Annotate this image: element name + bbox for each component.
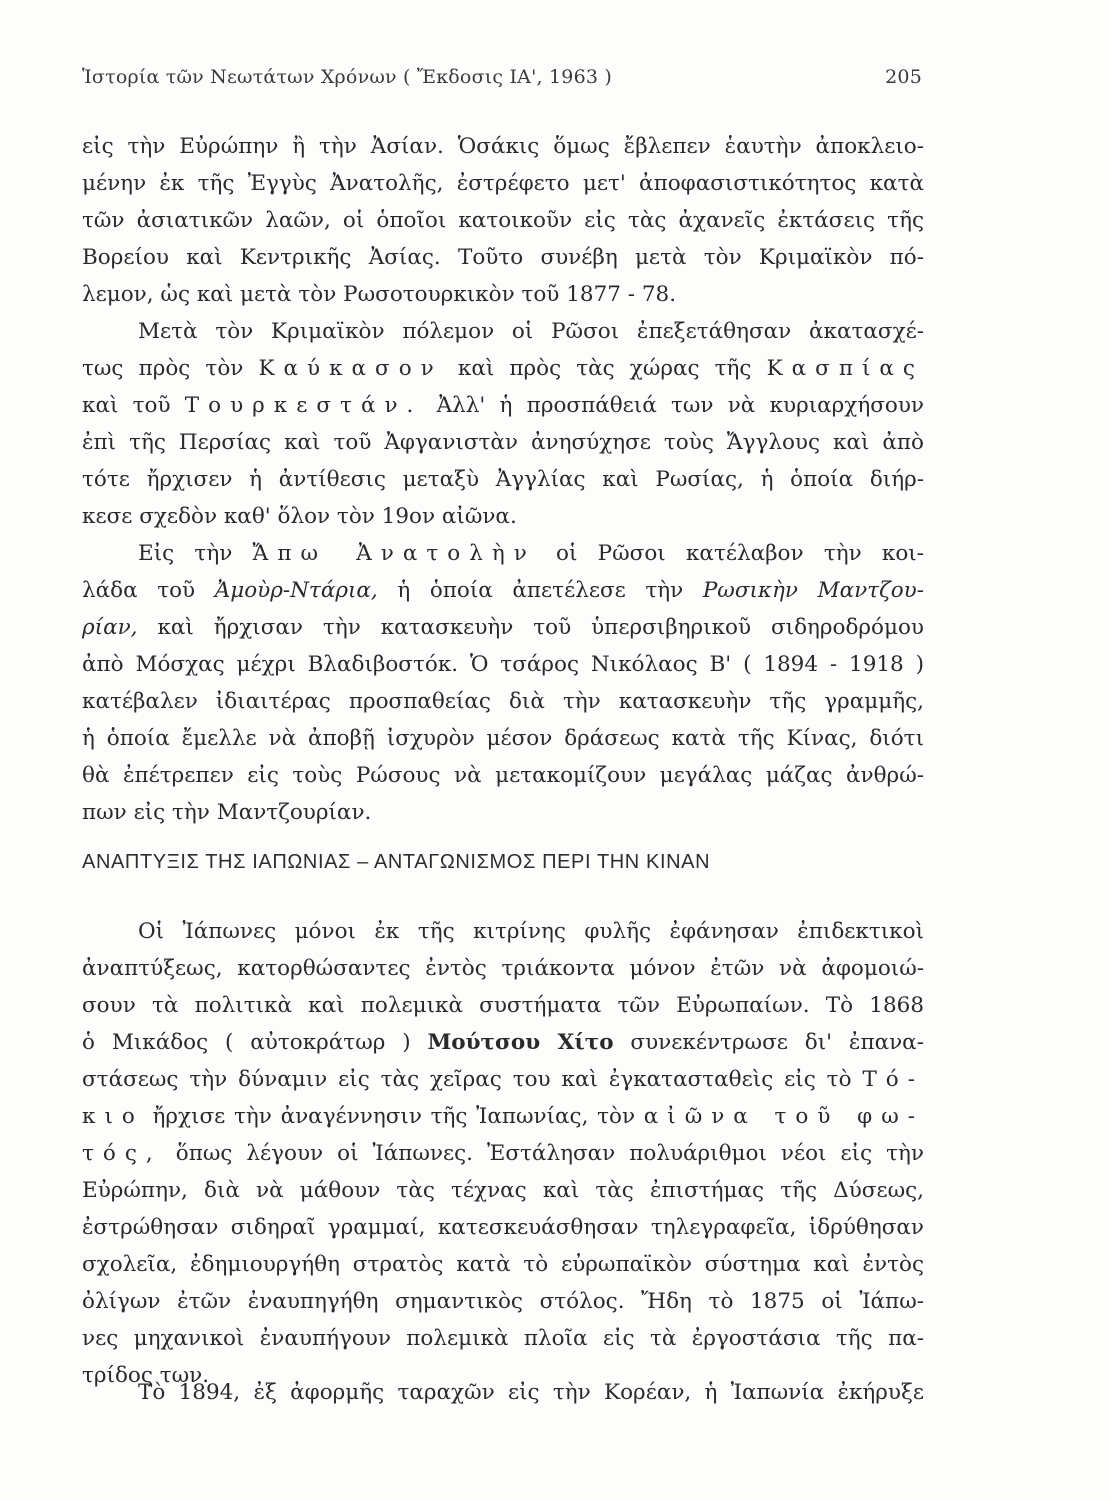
text-line: ἀπὸ Μόσχας μέχρι Βλαδιβοστόκ. Ὁ τσάρος Νικόλαος Β' ( 1894 - 1918 ) [82, 652, 924, 677]
text-line: θὰ ἐπέτρεπεν εἰς τοὺς Ρώσους νὰ μετακομίζουν μεγάλας μάζας ἀνθρώ- [82, 763, 924, 788]
text-line: ἐστρώθησαν σιδηραῖ γραμμαί, κατεσκευάσθησαν τηλεγραφεῖα, ἱδρύθησαν [82, 1215, 924, 1240]
paragraph-far-east [82, 535, 924, 831]
text-run: ὅπως λέγουν οἱ Ἰάπωνες. Ἐστάλησαν πολυάριθμοι νέοι εἰς τὴν [175, 1141, 924, 1166]
text-line: Οἱ Ἰάπωνες μόνοι ἐκ τῆς κιτρίνης φυλῆς ἐφάνησαν ἐπιδεκτικοὶ [138, 919, 924, 944]
text-line [82, 1061, 924, 1098]
text-line: ἡ ὁποία ἔμελλε νὰ ἀποβῇ ἰσχυρὸν μέσον δράσεως κατὰ τῆς Κίνας, διότι [82, 726, 924, 751]
spaced-term-caucasus: Καύκασον [258, 356, 443, 381]
text-line: σχολεῖα, ἐδημιουργήθη στρατὸς κατὰ τὸ εὐρωπαϊκὸν σύστημα καὶ ἐντὸς [82, 1252, 924, 1277]
paragraph-japan [82, 913, 924, 1394]
spaced-term-tokyo-end: κιο [82, 1104, 144, 1129]
text-run: καὶ τοῦ [82, 393, 171, 418]
text-line: σουν τὰ πολιτικὰ καὶ πολεμικὰ συστήματα τῶν Εὐρωπαίων. Τὸ 1868 [82, 993, 924, 1018]
text-run: τως πρὸς τὸν [82, 356, 244, 381]
paragraph-continuation [82, 128, 924, 313]
text-line [82, 1024, 924, 1061]
text-line [82, 350, 924, 387]
text-line: κεσε σχεδὸν καθ' ὅλον τὸν 19ον αἰῶνα. [82, 504, 517, 529]
paragraph-caucasus [82, 313, 924, 535]
text-line: ἐπὶ τῆς Περσίας καὶ τοῦ Ἀφγανιστὰν ἀνησύχησε τοὺς Ἄγγλους καὶ ἀπὸ [82, 430, 924, 455]
text-run: καὶ πρὸς τὰς χώρας τῆς [457, 356, 752, 381]
text-run: ἤρχισε τὴν ἀναγέννησιν τῆς Ἰαπωνίας, τὸν [152, 1104, 636, 1129]
spaced-term-far-east: Ἄπω Ἀνατολὴν [252, 541, 536, 566]
text-line: Μετὰ τὸν Κριμαϊκὸν πόλεμον οἱ Ρῶσοι ἐπεξετάθησαν ἀκατασχέ- [138, 319, 924, 344]
text-line [82, 572, 924, 609]
bold-name-mutsuhito: Μούτσου Χίτο [427, 1030, 614, 1055]
text-line: τότε ἤρχισεν ἡ ἀντίθεσις μεταξὺ Ἀγγλίας καὶ Ρωσίας, ἡ ὁποία διήρ- [82, 467, 924, 492]
text-line [82, 1135, 924, 1172]
text-line: Εὐρώπην, διὰ νὰ μάθουν τὰς τέχνας καὶ τὰς ἐπιστήμας τῆς Δύσεως, [82, 1178, 924, 1203]
text-line: τρίδος των. [82, 1363, 210, 1388]
paragraph-korea [82, 1374, 924, 1411]
spaced-term-tokyo: Τό- [862, 1067, 924, 1092]
spaced-term-turkestan: Τουρκεστάν. [184, 393, 423, 418]
text-line: κατέβαλεν ἰδιαιτέρας προσπαθείας διὰ τὴν κατασκευὴν τῆς γραμμῆς, [82, 689, 924, 714]
text-line: εἰς τὴν Εὐρώπην ἢ τὴν Ἀσίαν. Ὁσάκις ὅμως ἔβλεπεν ἑαυτὴν ἀποκλειο- [82, 134, 924, 159]
page-number: 205 [885, 66, 922, 88]
text-line [82, 387, 924, 424]
text-line: Βορείου καὶ Κεντρικῆς Ἀσίας. Τοῦτο συνέβη μετὰ τὸν Κριμαϊκὸν πό- [82, 245, 924, 270]
text-line: μένην ἐκ τῆς Ἐγγὺς Ἀνατολῆς, ἐστρέφετο μετ' ἀποφασιστικότητος κατὰ [82, 171, 924, 196]
text-line: πων εἰς τὴν Μαντζουρίαν. [82, 800, 372, 825]
spaced-term-light-end: τός, [82, 1141, 162, 1166]
text-line: νες μηχανικοὶ ἐναυπήγουν πολεμικὰ πλοῖα εἰς τὰ ἐργοστάσια τῆς πα- [82, 1326, 924, 1351]
spaced-term-caspian: Κασπίας [766, 356, 924, 381]
book-title: Ἱστορία τῶν Νεωτάτων Χρόνων ( Ἔκδοσις ΙΑ', 1963 ) [82, 66, 612, 88]
text-run: καὶ ἤρχισαν τὴν κατασκευὴν τοῦ ὑπερσιβηρικοῦ σιδηροδρόμου [157, 615, 924, 640]
text-run: ὁ Μικάδος ( αὐτοκράτωρ ) [82, 1030, 411, 1055]
text-line [82, 609, 924, 646]
italic-term-manchuria-end: ρίαν, [82, 615, 138, 640]
text-run: συνεκέντρωσε δι' ἐπανα- [630, 1030, 924, 1055]
text-line: λεμον, ὡς καὶ μετὰ τὸν Ρωσοτουρκικὸν τοῦ 1877 - 78. [82, 282, 677, 307]
text-run: στάσεως τὴν δύναμιν εἰς τὰς χεῖρας του καὶ ἐγκατασταθεὶς εἰς τὸ [82, 1067, 852, 1092]
text-line: τῶν ἀσιατικῶν λαῶν, οἱ ὁποῖοι κατοικοῦν εἰς τὰς ἀχανεῖς ἐκτάσεις τῆς [82, 208, 924, 233]
italic-term-amur: Ἀμοὺρ-Ντάρια, [214, 578, 378, 603]
text-run: ἡ ὁποία ἀπετέλεσε τὴν [397, 578, 684, 603]
text-line: ὀλίγων ἐτῶν ἐναυπηγήθη σημαντικὸς στόλος. Ἤδη τὸ 1875 οἱ Ἰάπω- [82, 1289, 924, 1314]
text-line: ἀναπτύξεως, κατορθώσαντες ἐντὸς τριάκοντα μόνον ἐτῶν νὰ ἀφομοιώ- [82, 956, 924, 981]
text-run: οἱ Ρῶσοι κατέλαβον τὴν κοι- [556, 541, 924, 566]
section-heading: ΑΝΑΠΤΥΞΙΣ ΤΗΣ ΙΑΠΩΝΙΑΣ – ΑΝΤΑΓΩΝΙΣΜΟΣ ΠΕΡΙ ΤΗΝ ΚΙΝΑΝ [82, 851, 711, 873]
text-run: Ἀλλ' ἡ προσπάθειά των νὰ κυριαρχήσουν [436, 393, 924, 418]
text-run: Εἰς τὴν [138, 541, 233, 566]
italic-term-manchuria: Ρωσικὴν Μαντζου- [702, 578, 924, 603]
text-line: Τὸ 1894, ἐξ ἀφορμῆς ταραχῶν εἰς τὴν Κορέαν, ἡ Ἰαπωνία ἐκήρυξε [138, 1380, 924, 1405]
spaced-term-age-of-light: αἰῶνα τοῦ φω- [643, 1104, 924, 1129]
text-run: λάδα τοῦ [82, 578, 196, 603]
text-line [82, 535, 924, 572]
text-line [82, 1098, 924, 1135]
